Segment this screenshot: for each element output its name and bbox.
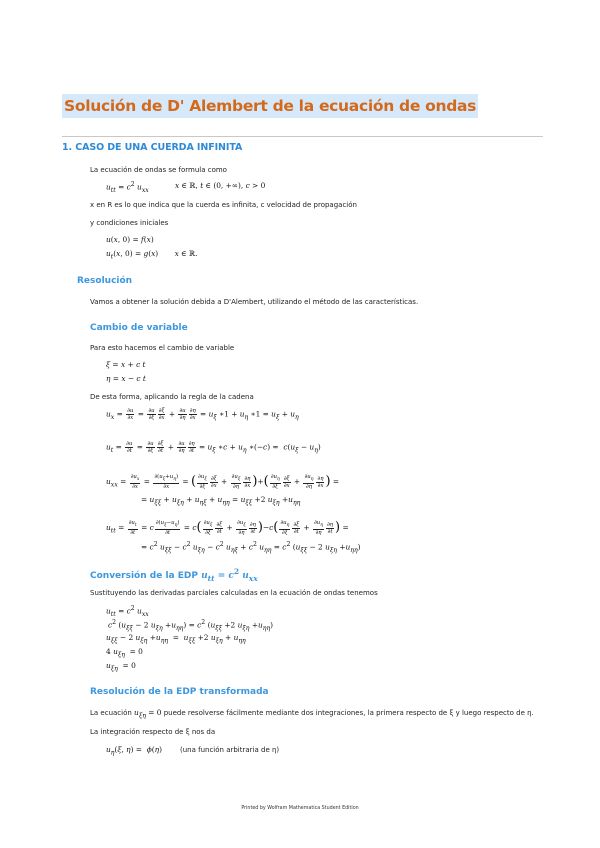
edp-heading: Resolución de la EDP transformada — [90, 687, 269, 697]
xi-definition: ξ = x + c t — [106, 360, 146, 369]
ut-derivation: $u_t$ = $\frac{\partial u}{\partial t}$ = $\frac{\partial u}{\partial\xi}$ $\frac{\partial\xi}{\partial t}$ + $\frac{\partial u}{\partial\eta}$ $\frac{\partial\eta}{\partial t}$ = $u_\xi$ ∗c + $u_\eta$ ∗(−c) = $c(u_\xi - u_\eta)$ — [106, 441, 321, 454]
conversion-heading — [90, 567, 258, 583]
conversion-step-2: $c^2$ ($u_{\xi\xi} - 2$ $u_{\xi\eta} +u_{\eta\eta}) = c^2$ ($u_{\xi\xi} +2$ $u_{\xi\eta} +u_{\eta\eta}$) — [108, 619, 274, 632]
ux-derivation: $u_x$ = $\frac{\partial u}{\partial x}$ = $\frac{\partial u}{\partial\xi}$ $\frac{\partial\xi}{\partial x}$ + $\frac{\partial u}{\partial\eta}$ $\frac{\partial\eta}{\partial x}$ = $u_\xi$ ∗1 + $u_\eta$ ∗1 = $u_\xi + u_\eta$ — [106, 408, 299, 421]
eta-definition: η = x − c t — [106, 374, 146, 383]
integration-result: $u_\eta(\xi$, η) = ϕ(η) — [106, 745, 162, 757]
conversion-step-5: $u_{\xi\eta} = 0$ — [106, 661, 136, 673]
initial-condition-1: u(x, 0) = f(x) — [106, 235, 154, 244]
uxx-derivation-2: = $u_{\xi\xi} + u_{\xi\eta} + u_{\eta\xi} + u_{\eta\eta} = u_{\xi\xi} +2$ $u_{\xi\eta} +u_{\eta\eta}$ — [141, 495, 301, 507]
conversion-step-3: $u_{\xi\xi} - 2$ $u_{\xi\eta} +u_{\eta\eta} = u_{\xi\xi} +2$ $u_{\xi\eta} + u_{\eta\eta}$ — [106, 633, 246, 645]
intro-line-2: x en R es lo que indica que la cuerda es infinita, c velocidad de propagación — [90, 201, 357, 209]
edp-inline-equation: $u_{\xi\eta} = 0$ — [134, 708, 162, 720]
wave-equation: $u_{tt} = c^2$ $u_{xx}$ — [106, 181, 149, 194]
resolucion-heading: Resolución — [77, 276, 133, 286]
cambio-heading: Cambio de variable — [90, 323, 188, 333]
integration-note: (una función arbitraria de η) — [180, 746, 280, 754]
cambio-text-1: Para esto hacemos el cambio de variable — [90, 344, 235, 352]
conversion-heading-math: $u_{tt} = c^2$ $u_{xx}$ — [201, 567, 258, 583]
edp-text-1b: puede resolverse fácilmente mediante dos integraciones, la primera respecto de ξ y luego respecto de η. — [163, 709, 534, 717]
domain-condition: x ∈ ℝ, t ∈ (0, +∞), c > 0 — [175, 181, 266, 190]
conversion-heading-text: Conversión de la EDP — [90, 571, 198, 581]
utt-derivation-2: = $c^2$ $u_{\xi\xi} - c^2$ $u_{\xi\eta} - c^2$ $u_{\eta\xi} + c^2$ $u_{\eta\eta} = c^2$ ($u_{\xi\xi} - 2$ $u_{\xi\eta} +u_{\eta\eta}$) — [141, 541, 361, 554]
cambio-text-2: De esta forma, aplicando la regla de la cadena — [90, 393, 254, 401]
intro-line-3: y condiciones iniciales — [90, 219, 169, 227]
section-heading: 1. CASO DE UNA CUERDA INFINITA — [62, 142, 243, 153]
edp-text-2: La integración respecto de ξ nos da — [90, 728, 216, 736]
conversion-step-4: 4 $u_{\xi\eta} = 0$ — [106, 647, 143, 659]
print-footer: Printed by Wolfram Mathematica Student Edition — [241, 806, 359, 811]
intro-line-1: La ecuación de ondas se formula como — [90, 166, 227, 174]
conversion-text: Sustituyendo las derivadas parciales calculadas en la ecuación de ondas tenemos — [90, 589, 378, 597]
page-title: Solución de D' Alembert de la ecuación de ondas — [62, 94, 478, 118]
utt-derivation-1: $u_{tt}$ = $\frac{\partial u_t}{\partial t}$ = c $\frac{\partial(u_\xi-u_\eta)}{\partial t}$ = c( $\frac{\partial u_\xi}{\partial\xi}$ $\frac{\partial\xi}{\partial t}$ + $\frac{\partial u_\xi}{\partial\eta}$ $\frac{\partial\eta}{\partial t}$ )−c( $\frac{\partial u_\eta}{\partial\xi}$ $\frac{\partial\xi}{\partial t}$ + $\frac{\partial u_\eta}{\partial\eta}$ $\frac{\partial\eta}{\partial t}$ ) = — [106, 520, 349, 537]
resolucion-text: Vamos a obtener la solución debida a D'Alembert, utilizando el método de las características. — [90, 298, 419, 306]
uxx-derivation-1: $u_{xx}$ = $\frac{\partial u_x}{\partial x}$ = $\frac{\partial(u_\xi+u_\eta)}{\partial x}$ = ( $\frac{\partial u_\xi}{\partial\xi}$ $\frac{\partial\xi}{\partial x}$ + $\frac{\partial u_\xi}{\partial\eta}$ $\frac{\partial\eta}{\partial x}$ )+( $\frac{\partial u_\eta}{\partial\xi}$ $\frac{\partial\xi}{\partial x}$ + $\frac{\partial u_\eta}{\partial\eta}$ $\frac{\partial\eta}{\partial x}$ ) = — [106, 474, 340, 491]
initial-condition-2: $u_t(x$, 0) = g(x) x ∈ ℝ. — [106, 249, 198, 261]
title-divider — [62, 136, 543, 137]
edp-text-1 — [90, 708, 534, 719]
edp-text-1a: La ecuación — [90, 709, 132, 717]
conversion-step-1: $u_{tt} = c^2$ $u_{xx}$ — [106, 605, 149, 618]
